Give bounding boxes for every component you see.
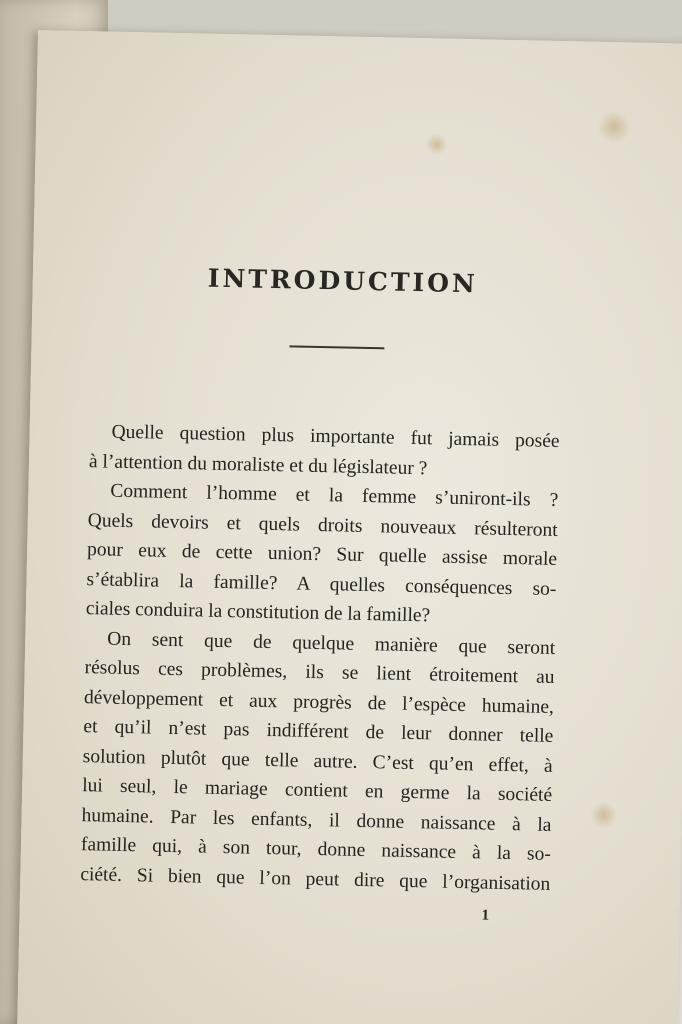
paper-stain [425, 133, 447, 155]
text-line: lui seul, le mariage contient en germe la société [81, 775, 553, 806]
text-line: résolus ces problèmes, ils se lient étroitement au [84, 657, 555, 688]
text-line: Quels devoirs et quels droits nouveaux résulteront [87, 509, 558, 541]
paragraph-3 [80, 624, 555, 899]
text-line: Quelle question plus importante fut jamais posée [111, 421, 560, 453]
paper-stain [596, 112, 633, 143]
title-rule [289, 345, 384, 349]
text-line: solution plutôt que telle autre. C’est qu’en effet, à [82, 745, 553, 777]
book-page [17, 30, 682, 1024]
text-line: et qu’il n’est pas indifférent de leur donner telle [83, 716, 554, 747]
text-line: ciété. Si bien que l’on peut dire que l’organisation [80, 863, 551, 895]
paragraph-2 [86, 476, 559, 633]
body-text [80, 417, 560, 899]
paper-stain [589, 802, 618, 829]
paragraph-1 [89, 417, 560, 486]
text-line: On sent que de quelque manière que seront [107, 628, 556, 659]
text-line: famille qui, à son tour, donne naissance à la so- [80, 834, 552, 865]
text-line: développement et aux progrès de l’espèce humaine, [83, 686, 555, 718]
page-number: 1 [481, 907, 490, 924]
text-line: à l’attention du moraliste et du législateur ? [88, 450, 428, 479]
text-line: humaine. Par les enfants, il donne naissance à la [81, 804, 552, 836]
text-line: Comment l’homme et la femme s’uniront-ils ? [110, 480, 559, 511]
text-line: s’établira la famille? A quelles conséquences so- [86, 568, 557, 600]
text-line: ciales conduira la constitution de la famille? [85, 598, 431, 627]
text-line: pour eux de cette union? Sur quelle assise morale [86, 539, 558, 570]
page-title: INTRODUCTION [207, 263, 479, 299]
